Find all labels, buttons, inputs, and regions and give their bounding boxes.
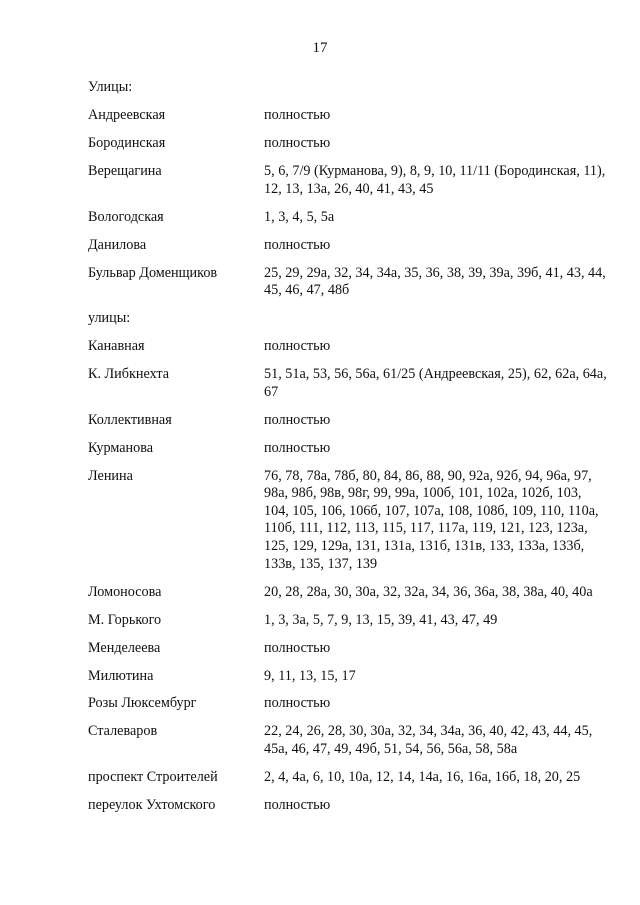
street-row [88,135,608,153]
street-row [88,163,608,198]
street-list [88,79,608,825]
street-row [88,412,608,430]
street-name: Вологодская [88,208,164,225]
street-name: Верещагина [88,162,162,179]
street-row [88,723,608,758]
street-name: Бородинская [88,134,166,151]
street-name: проспект Строителей [88,769,218,786]
street-name: К. Либкнехта [88,366,169,383]
house-numbers: полностью [264,236,331,253]
house-numbers: полностью [264,797,331,814]
page-number: 17 [312,40,328,56]
street-name: М. Горького [88,611,162,628]
house-numbers: полностью [264,134,331,151]
house-numbers: 2, 4, 4а, 6, 10, 10а, 12, 14, 14а, 16, 16а, 16б, 18, 20, 25 [264,769,581,786]
street-row [88,237,608,255]
house-numbers: 20, 28, 28а, 30, 30а, 32, 32а, 34, 36, 36а, 38, 38а, 40, 40а [264,583,593,600]
street-row [88,584,608,602]
street-name: Ломоносова [88,583,162,600]
section-heading-row [88,79,608,97]
street-row [88,769,608,787]
street-row [88,695,608,713]
street-name: Менделеева [88,639,161,656]
street-name: Бульвар Доменщиков [88,264,218,281]
street-name: Милютина [88,667,154,684]
house-numbers: полностью [264,106,331,123]
street-name: Ленина [88,467,133,484]
house-numbers: 1, 3, 4, 5, 5а [264,208,335,225]
street-name: Данилова [88,236,147,253]
street-row [88,797,608,815]
house-numbers: 25, 29, 29а, 32, 34, 34а, 35, 36, 38, 39, 39а, 39б, 41, 43, 44, 45, 46, 47, 48б [264,264,606,299]
street-name: Андреевская [88,106,166,123]
street-row [88,209,608,227]
house-numbers: полностью [264,695,331,712]
street-row [88,668,608,686]
section-heading: Улицы: [88,79,133,95]
section-heading-row [88,310,608,328]
house-numbers: 51, 51а, 53, 56, 56а, 61/25 (Андреевская, 25), 62, 62а, 64а, 67 [264,366,607,400]
house-numbers: полностью [264,338,331,355]
street-row [88,338,608,356]
street-row [88,366,608,401]
house-numbers: 76, 78, 78а, 78б, 80, 84, 86, 88, 90, 92а, 92б, 94, 96а, 97, 98а, 98б, 98в, 98г, 99, 99а, 100б, 101, 102а, 102б, 103, 104, 105, 106, 106б, 107, 107а, 108, 108б, 109, 110, 110а, 110б, 111, 112, 113, 115, 117, 117а, 119, 121, 123, 123а, 125, 129, 129а, 131, 131а, 131б, 131в, 133, 133а, 133б, 133в, 135, 137, 139 [264,467,599,572]
street-name: Курманова [88,439,154,456]
street-row [88,468,608,574]
street-name: Розы Люксембург [88,695,197,712]
street-row [88,440,608,458]
house-numbers: полностью [264,411,331,428]
street-name: Коллективная [88,411,172,428]
house-numbers: полностью [264,639,331,656]
section-heading: улицы: [88,310,131,327]
street-name: переулок Ухтомского [88,797,216,814]
street-name: Сталеваров [88,723,158,740]
street-row [88,640,608,658]
house-numbers: 1, 3, 3а, 5, 7, 9, 13, 15, 39, 41, 43, 47, 49 [264,611,498,628]
street-row [88,265,608,300]
house-numbers: 5, 6, 7/9 (Курманова, 9), 8, 9, 10, 11/11 (Бородинская, 11), 12, 13, 13а, 26, 40, 41, 43, 45 [264,162,606,197]
house-numbers: 9, 11, 13, 15, 17 [264,667,356,684]
house-numbers: 22, 24, 26, 28, 30, 30а, 32, 34, 34а, 36, 40, 42, 43, 44, 45, 45а, 46, 47, 49, 49б, 51, 54, 56, 56а, 58, 58а [264,723,593,758]
house-numbers: полностью [264,439,331,456]
street-row [88,107,608,125]
street-row [88,612,608,630]
street-name: Канавная [88,338,145,355]
